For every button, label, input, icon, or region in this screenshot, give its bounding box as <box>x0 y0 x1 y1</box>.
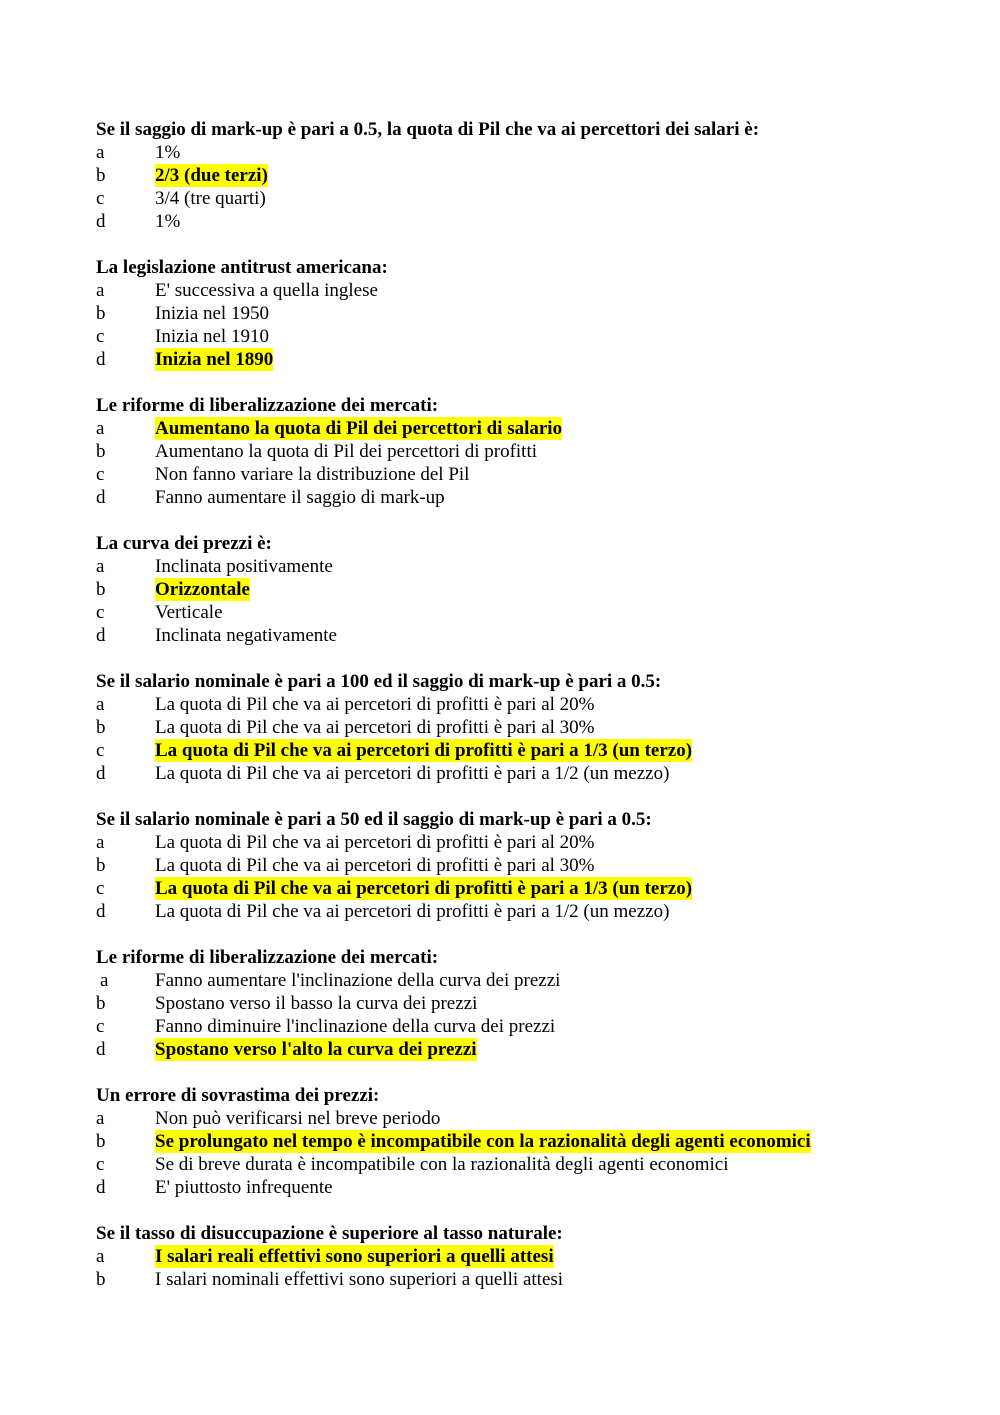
option-text: Inclinata negativamente <box>155 625 337 646</box>
answer-option <box>96 624 976 647</box>
question-block <box>96 670 976 785</box>
question-title: Le riforme di liberalizzazione dei mercati: <box>96 395 439 416</box>
question-title: Un errore di sovrastima dei prezzi: <box>96 1085 380 1106</box>
option-text: Inizia nel 1910 <box>155 326 269 347</box>
option-letter: b <box>96 855 106 876</box>
option-letter: a <box>96 694 105 715</box>
option-text-correct-highlighted: Se prolungato nel tempo è incompatibile con la razionalità degli agenti economici <box>155 1131 811 1152</box>
option-text: Inizia nel 1950 <box>155 303 269 324</box>
option-letter: c <box>96 188 105 209</box>
option-text: Aumentano la quota di Pil dei percettori di profitti <box>155 441 538 462</box>
option-letter: a <box>96 280 105 301</box>
option-text: Fanno aumentare l'inclinazione della curva dei prezzi <box>155 970 561 991</box>
quiz-document <box>96 118 976 1314</box>
question-block <box>96 118 976 233</box>
option-letter: a <box>96 142 105 163</box>
answer-option <box>96 417 976 440</box>
option-letter: b <box>96 441 106 462</box>
option-text: 3/4 (tre quarti) <box>155 188 266 209</box>
option-letter: c <box>96 326 105 347</box>
answer-option <box>96 969 976 992</box>
question-title: Se il salario nominale è pari a 100 ed il saggio di mark-up è pari a 0.5: <box>96 671 662 692</box>
option-text-correct-highlighted: Orizzontale <box>155 579 250 600</box>
option-text: 1% <box>155 142 181 163</box>
answer-option <box>96 1038 976 1061</box>
question-block <box>96 808 976 923</box>
option-text: Non fanno variare la distribuzione del Pil <box>155 464 470 485</box>
option-text: I salari nominali effettivi sono superiori a quelli attesi <box>155 1269 564 1290</box>
option-letter: b <box>96 993 106 1014</box>
answer-option <box>96 716 976 739</box>
option-text: Fanno aumentare il saggio di mark-up <box>155 487 445 508</box>
question-title: La legislazione antitrust americana: <box>96 257 388 278</box>
answer-option <box>96 739 976 762</box>
option-letter: c <box>96 602 105 623</box>
answer-option <box>96 141 976 164</box>
answer-option <box>96 992 976 1015</box>
option-letter: c <box>96 1016 105 1037</box>
option-text: Spostano verso il basso la curva dei prezzi <box>155 993 478 1014</box>
option-letter: c <box>96 878 105 899</box>
option-letter: d <box>96 487 106 508</box>
answer-option <box>96 164 976 187</box>
option-text: Inclinata positivamente <box>155 556 333 577</box>
option-text: Fanno diminuire l'inclinazione della curva dei prezzi <box>155 1016 556 1037</box>
answer-option <box>96 302 976 325</box>
option-letter: d <box>96 625 106 646</box>
option-letter: a <box>96 1246 105 1267</box>
question-block <box>96 1084 976 1199</box>
option-text: E' piuttosto infrequente <box>155 1177 333 1198</box>
option-text: La quota di Pil che va ai percetori di profitti è pari a 1/2 (un mezzo) <box>155 763 670 784</box>
option-letter: d <box>96 211 106 232</box>
question-block <box>96 1222 976 1291</box>
option-letter: c <box>96 464 105 485</box>
option-text-correct-highlighted: 2/3 (due terzi) <box>155 165 268 186</box>
option-letter: b <box>96 717 106 738</box>
option-text: 1% <box>155 211 181 232</box>
answer-option <box>96 1176 976 1199</box>
answer-option <box>96 279 976 302</box>
question-block <box>96 532 976 647</box>
option-text: Non può verificarsi nel breve periodo <box>155 1108 441 1129</box>
option-letter: d <box>96 1039 106 1060</box>
answer-option <box>96 187 976 210</box>
answer-option <box>96 440 976 463</box>
option-letter: c <box>96 740 105 761</box>
answer-option <box>96 1130 976 1153</box>
answer-option <box>96 900 976 923</box>
option-text-correct-highlighted: La quota di Pil che va ai percetori di profitti è pari a 1/3 (un terzo) <box>155 740 693 761</box>
option-letter: c <box>96 1154 105 1175</box>
option-letter: d <box>96 1177 106 1198</box>
answer-option <box>96 831 976 854</box>
option-text: Verticale <box>155 602 223 623</box>
option-text: La quota di Pil che va ai percetori di profitti è pari al 30% <box>155 855 595 876</box>
option-letter: a <box>96 1108 105 1129</box>
option-text-correct-highlighted: Spostano verso l'alto la curva dei prezzi <box>155 1039 477 1060</box>
option-letter: d <box>96 901 106 922</box>
option-letter: b <box>96 165 106 186</box>
option-letter: a <box>96 832 105 853</box>
answer-option <box>96 325 976 348</box>
answer-option <box>96 1245 976 1268</box>
question-block <box>96 946 976 1061</box>
question-block <box>96 394 976 509</box>
option-letter: a <box>96 418 105 439</box>
answer-option <box>96 1153 976 1176</box>
answer-option <box>96 555 976 578</box>
answer-option <box>96 762 976 785</box>
option-text: La quota di Pil che va ai percetori di profitti è pari al 30% <box>155 717 595 738</box>
option-text: La quota di Pil che va ai percetori di profitti è pari al 20% <box>155 832 595 853</box>
option-letter: d <box>96 763 106 784</box>
answer-option <box>96 877 976 900</box>
question-title: La curva dei prezzi è: <box>96 533 272 554</box>
option-letter: a <box>96 556 105 577</box>
option-letter: b <box>96 579 106 600</box>
answer-option <box>96 486 976 509</box>
option-text: La quota di Pil che va ai percetori di profitti è pari al 20% <box>155 694 595 715</box>
option-text-correct-highlighted: I salari reali effettivi sono superiori a quelli attesi <box>155 1246 554 1267</box>
question-title: Se il tasso di disuccupazione è superiore al tasso naturale: <box>96 1223 563 1244</box>
option-text-correct-highlighted: La quota di Pil che va ai percetori di profitti è pari a 1/3 (un terzo) <box>155 878 693 899</box>
option-letter: a <box>100 970 109 991</box>
answer-option <box>96 1268 976 1291</box>
answer-option <box>96 463 976 486</box>
option-text: La quota di Pil che va ai percetori di profitti è pari a 1/2 (un mezzo) <box>155 901 670 922</box>
option-text: Se di breve durata è incompatibile con la razionalità degli agenti economici <box>155 1154 729 1175</box>
answer-option <box>96 578 976 601</box>
option-letter: b <box>96 1131 106 1152</box>
option-text-correct-highlighted: Aumentano la quota di Pil dei percettori di salario <box>155 418 563 439</box>
option-text-correct-highlighted: Inizia nel 1890 <box>155 349 274 370</box>
option-letter: b <box>96 1269 106 1290</box>
answer-option <box>96 210 976 233</box>
question-title: Se il saggio di mark-up è pari a 0.5, la quota di Pil che va ai percettori dei salari è: <box>96 119 760 140</box>
question-title: Se il salario nominale è pari a 50 ed il saggio di mark-up è pari a 0.5: <box>96 809 652 830</box>
option-letter: d <box>96 349 106 370</box>
question-block <box>96 256 976 371</box>
answer-option <box>96 1015 976 1038</box>
answer-option <box>96 601 976 624</box>
answer-option <box>96 1107 976 1130</box>
option-letter: b <box>96 303 106 324</box>
answer-option <box>96 693 976 716</box>
question-title: Le riforme di liberalizzazione dei mercati: <box>96 947 439 968</box>
option-text: E' successiva a quella inglese <box>155 280 378 301</box>
answer-option <box>96 854 976 877</box>
answer-option <box>96 348 976 371</box>
